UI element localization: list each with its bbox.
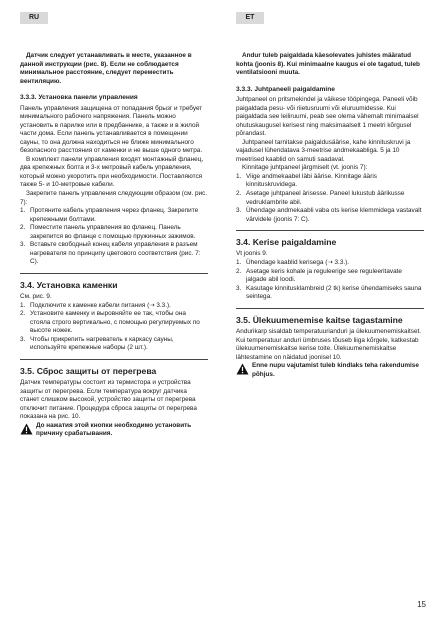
et-section-333-p1: Juhtpaneel on pritsmekindel ja väikese tööpingega. Paneeli võib paigaldada pesu- või riietusruumi või eluruumidesse. Kui paigaldada see leiliruumi, peab see olema vähemalt minimaalsel ohutuskaugusel kerisest ning maksimaalselt 1 meetri kõrgusel põrandast. bbox=[236, 96, 419, 138]
list-text: Протяните кабель управления через фланец. Закрепите крепежными болтами. bbox=[30, 207, 199, 223]
et-column bbox=[236, 52, 424, 379]
ru-warning-text: До нажатия этой кнопки необходимо установить причину срабатывания. bbox=[36, 421, 192, 438]
et-section-35-p1: Andurikarp sisaldab temperatuurianduri ja ülekuumenemiskaitset. Kui temperatuur anduri ümbruses tõuseb liiga kõrgele, katkestab ülekuumenemiskaitse kerise toite. Ülekuumenemiskaitse lähtestamine on näidatud joonisel 10. bbox=[236, 327, 422, 361]
et-section-333-title: 3.3.3. Juhtpaneeli paigaldamine bbox=[236, 85, 335, 93]
list-item bbox=[236, 268, 424, 285]
section-divider bbox=[236, 230, 424, 231]
list-item bbox=[20, 302, 208, 311]
ru-section-333-p1: Панель управления защищена от попадания брызг и требует минимального рабочего напряжения. Панель можно установить в парилке или в предбаннике, а также и в жилой части дома. Если панель устанавливается в помещении сауны, то она должна находиться не ближе минимального безопасного расстояния от каменки и не выше одного метра. bbox=[20, 104, 203, 155]
list-item bbox=[236, 190, 424, 207]
language-tab-ru: RU bbox=[20, 12, 48, 24]
language-tab-et: ET bbox=[236, 12, 264, 24]
list-item bbox=[236, 207, 424, 224]
list-number: 1. bbox=[236, 258, 242, 266]
ru-section-333-p3: Закрепите панель управления следующим образом (см. рис. 7): bbox=[20, 189, 208, 206]
list-number: 2. bbox=[20, 224, 26, 232]
list-number: 3. bbox=[20, 241, 26, 249]
list-text: Поместите панель управления во фланец. Панель закрепится во фланце с помощью пружинных зажимов. bbox=[30, 224, 196, 240]
list-number: 2. bbox=[236, 267, 242, 275]
et-section-333-p3: Kinnitage juhtpaneel järgmiselt (vt. joonis 7): bbox=[242, 164, 368, 172]
ru-section-34-ref: См. рис. 9. bbox=[20, 293, 52, 301]
list-number: 3. bbox=[236, 284, 242, 292]
list-text: Вставьте свободный конец кабеля управления в разъем нагревателя по принципу цветового соответствия (рис. 7: C). bbox=[30, 241, 201, 266]
list-number: 2. bbox=[236, 189, 242, 197]
section-divider bbox=[20, 359, 208, 360]
list-item bbox=[20, 207, 208, 224]
ru-section-333-list bbox=[20, 207, 208, 267]
warning-icon bbox=[20, 423, 33, 435]
list-text: Asetage keris kohale ja reguleerige see reguleeritavate jalgade abil loodi. bbox=[246, 267, 402, 284]
ru-section-333-p2: В комплект панели управления входят монтажный фланец, два крепежных болта и 3-х метровый кабель управления, который можно укоротить при необходимости. Поставляются также 5- и 10-метровые кабели. bbox=[20, 155, 204, 189]
ru-section-333-title: 3.3.3. Установка панели управления bbox=[20, 94, 138, 102]
ru-section-34-title: 3.4. Установка каменки bbox=[20, 279, 118, 290]
list-number: 1. bbox=[20, 207, 26, 215]
page-number: 15 bbox=[417, 600, 426, 610]
list-text: Kasutage kinnitusklambreid (2 tk) kerise ühendamiseks sauna seintega. bbox=[246, 284, 422, 301]
et-warning-text: Enne nupu vajutamist tuleb kindlaks teha rakendumise põhjus. bbox=[252, 362, 419, 378]
list-item bbox=[20, 224, 208, 241]
section-divider bbox=[20, 273, 208, 274]
warning-icon bbox=[236, 363, 249, 375]
ru-column bbox=[20, 52, 208, 439]
list-item bbox=[20, 310, 208, 336]
list-text: Viige andmekaabel läbi äärise. Kinnitage ääris kinnituskruvidega. bbox=[246, 172, 377, 189]
et-section-333-list bbox=[236, 173, 424, 224]
list-text: Asetage juhtpaneel ärisesse. Paneel lukustub äärikusse vedruklambrite abil. bbox=[246, 189, 405, 206]
list-number: 1. bbox=[236, 172, 242, 180]
list-text: Ühendage andmekaabli vaba ots kerise klemmidega vastavalt värvidele (joonis 7: C). bbox=[246, 207, 422, 223]
et-section-34-ref: Vt joonis 9. bbox=[236, 250, 268, 258]
et-section-34-title: 3.4. Kerise paigaldamine bbox=[236, 237, 337, 248]
ru-section-34-list bbox=[20, 302, 208, 353]
ru-section-35-p1: Датчик температуры состоит из термистора и устройства защиты от перегрева. Если температура вокруг датчика станет слишком высокой, устройство защиты от перегрева отключит питание. Процедура сброса защиты от перегрева показана на рис. 10. bbox=[20, 379, 197, 421]
list-number: 2. bbox=[20, 310, 26, 318]
et-intro: Andur tuleb paigaldada käesolevates juhistes määratud kohta (joonis 8). Kui minimaalne kaugus ei ole tagatud, tuleb ventilatsiooni muuta. bbox=[236, 52, 420, 77]
et-section-34-list bbox=[236, 259, 424, 302]
list-item bbox=[20, 241, 208, 267]
et-section-333-p2: Juhtpaneel tarnitakse paigaldusäärise, kahe kinnituskruvi ja vajadusel lühendatava 3-meetrise andmekaabliga. 5 ja 10 meetrised kaablid on samuti saadaval. bbox=[236, 138, 411, 163]
list-item bbox=[236, 285, 424, 302]
ru-intro: Датчик следует устанавливать в месте, указанное в данной инструкции (рис. 8). Если не соблюдается минимальное расстояние, следует переместить вентиляцию. bbox=[20, 52, 192, 85]
list-text: Установите каменку и выровняйте ее так, чтобы она стояла строго вертикально, с помощью регулируемых по высоте ножек. bbox=[30, 310, 200, 335]
ru-section-35-title: 3.5. Сброс защиты от перегрева bbox=[20, 365, 157, 376]
list-text: Подключите к каменке кабели питания (⇢ 3.3.). bbox=[30, 301, 171, 309]
list-number: 3. bbox=[236, 207, 242, 215]
list-number: 1. bbox=[20, 301, 26, 309]
ru-warning bbox=[20, 422, 208, 439]
et-warning bbox=[236, 362, 424, 379]
list-item bbox=[236, 173, 424, 190]
list-item bbox=[20, 336, 208, 353]
list-text: Ühendage kaablid kerisega (⇢ 3.3.). bbox=[246, 258, 350, 266]
section-divider bbox=[236, 308, 424, 309]
list-number: 3. bbox=[20, 335, 26, 343]
list-text: Чтобы прикрепить нагреватель к каркасу сауны, используйте крепежные наборы (2 шт.). bbox=[30, 335, 174, 352]
et-section-35-title: 3.5. Ülekuumenemise kaitse tagastamine bbox=[236, 314, 403, 325]
list-item bbox=[236, 259, 424, 268]
